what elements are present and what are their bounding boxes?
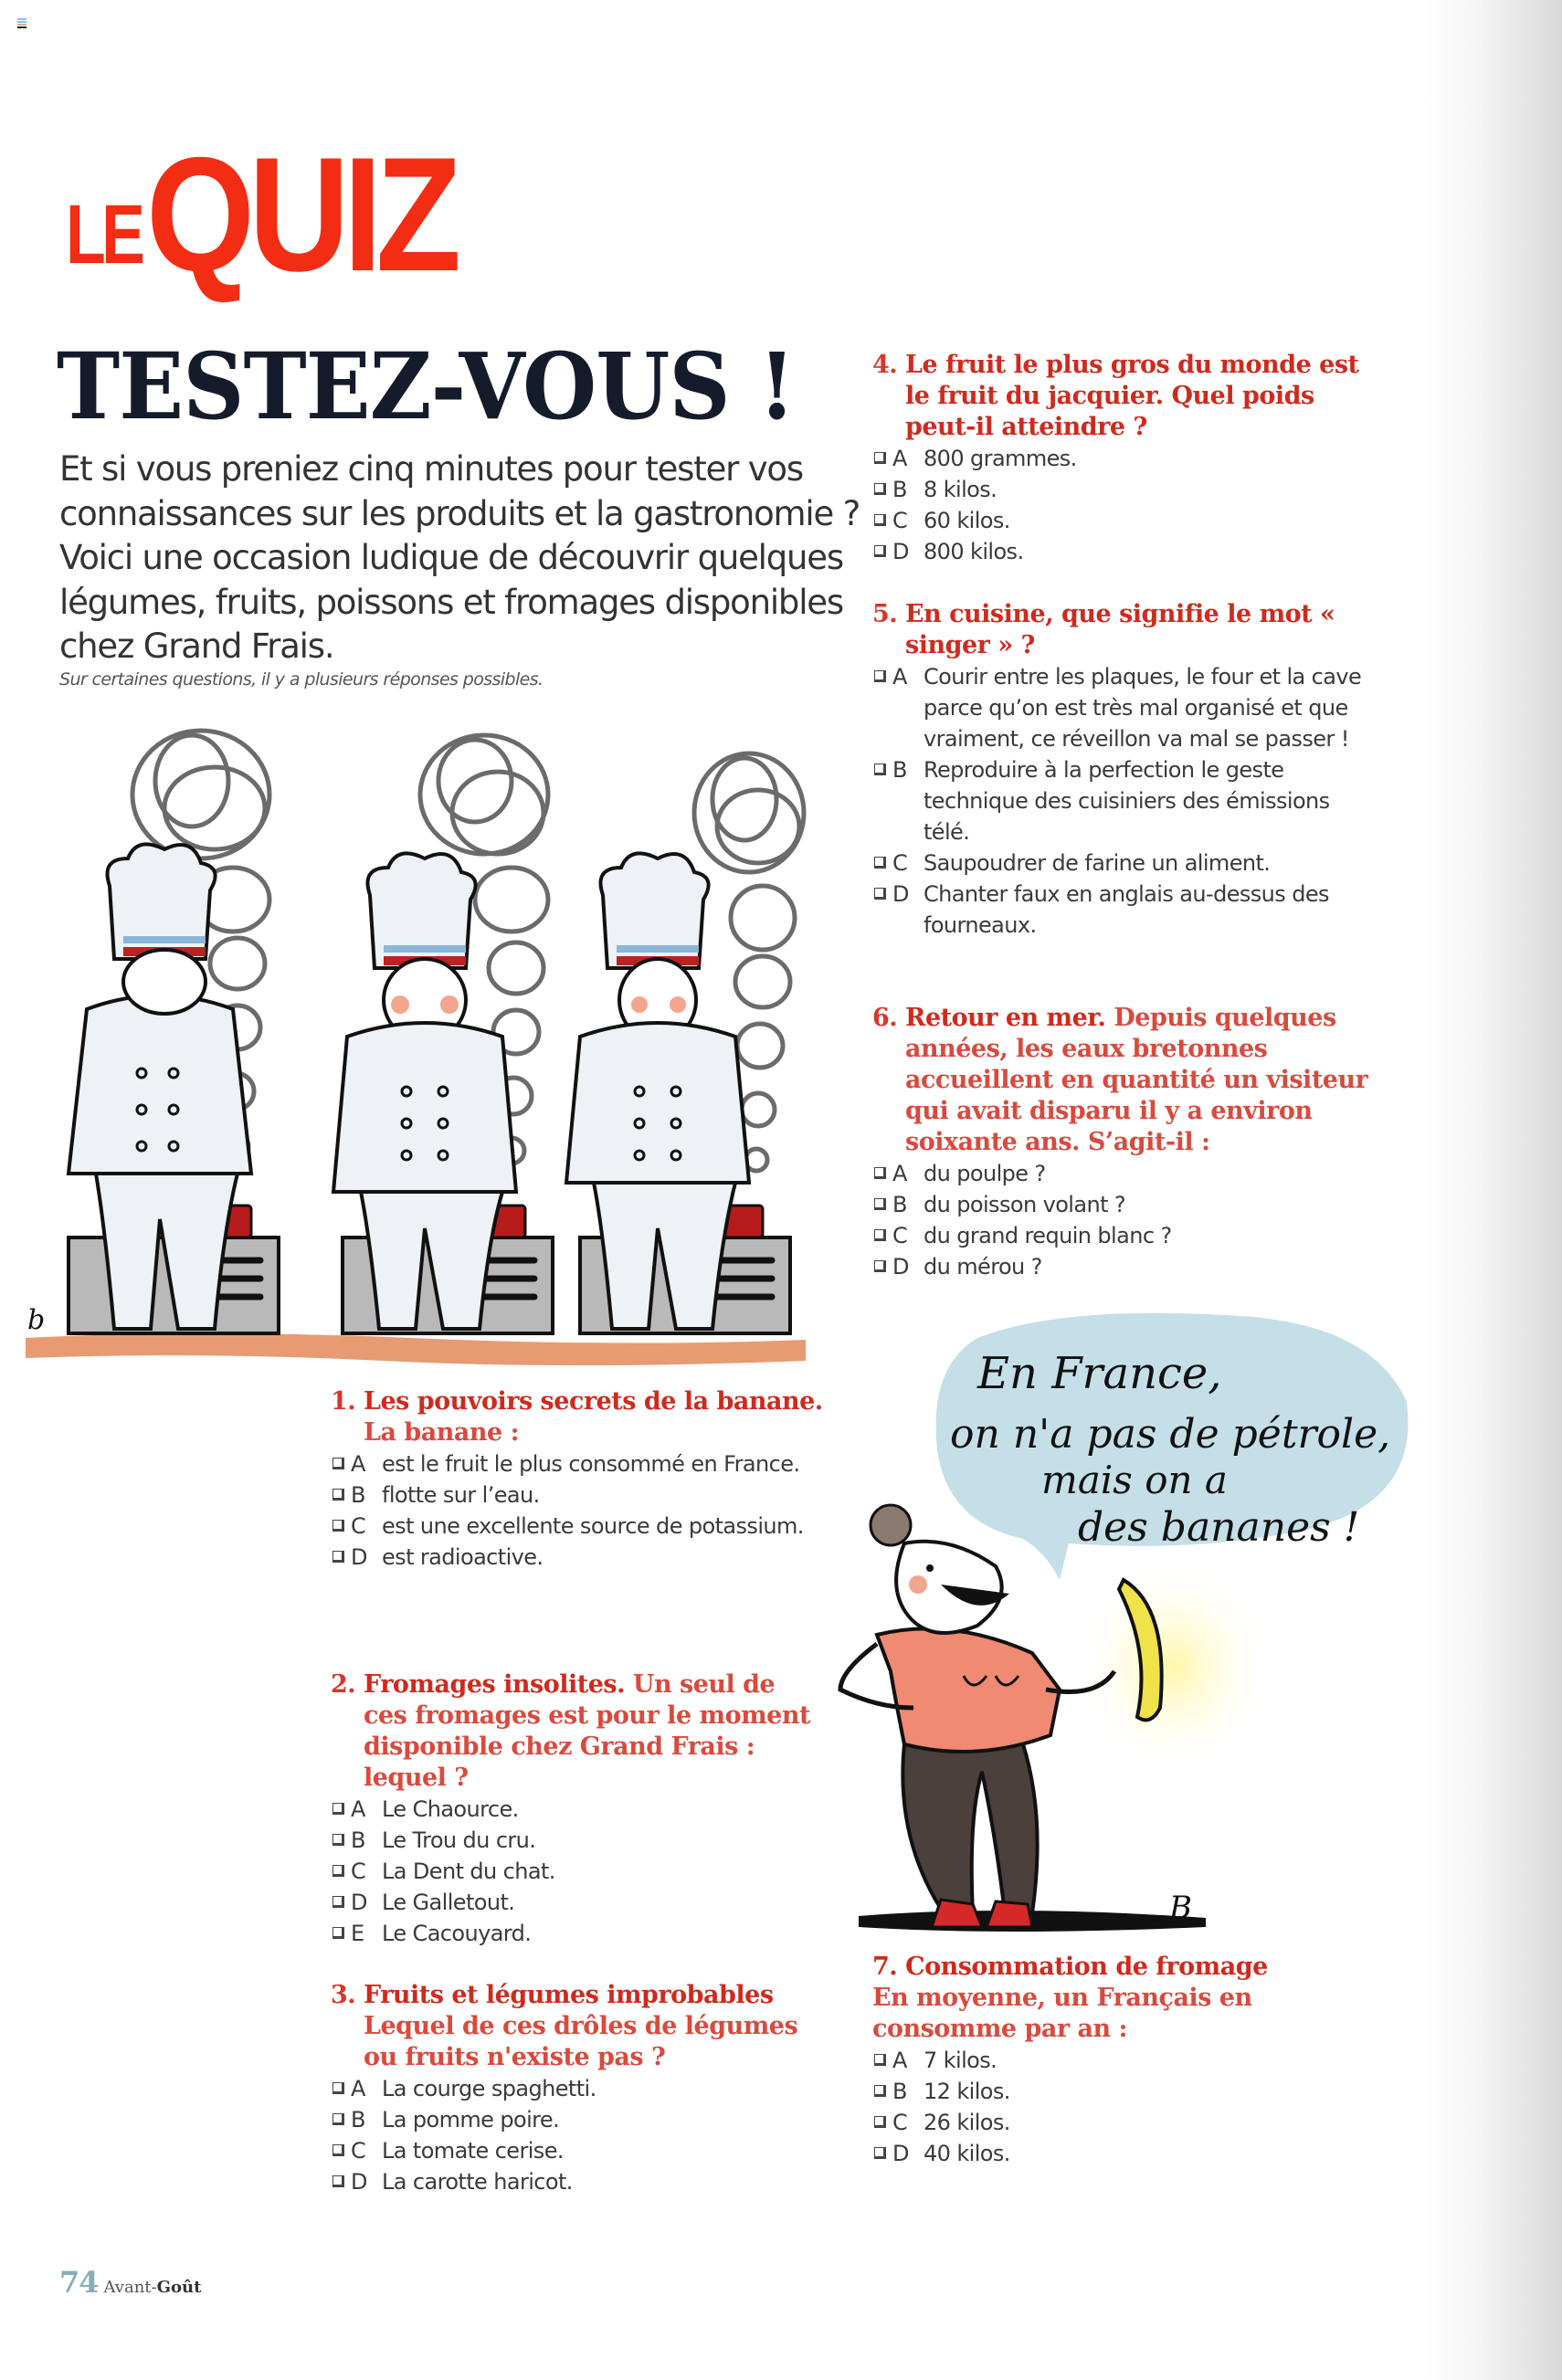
question-title: 6. Retour en mer. Depuis quelques années, les eaux bretonnes accueillent en quantité un visiteur qui avait disparu il y a environ soixante ans. S’agit-il :	[872, 1004, 1368, 1156]
question-6	[872, 1003, 1375, 1282]
answer-option[interactable]: A 800 grammes.	[872, 443, 1384, 474]
answer-option[interactable]: B Le Trou du cru.	[331, 1825, 824, 1856]
checkbox-icon[interactable]	[874, 1198, 886, 1210]
checkbox-icon[interactable]	[332, 1865, 344, 1877]
checkbox-icon[interactable]	[874, 670, 886, 682]
checkbox-icon[interactable]	[874, 763, 886, 775]
checkbox-icon[interactable]	[332, 1489, 344, 1501]
question-title: 1. Les pouvoirs secrets de la banane. La banane :	[331, 1387, 823, 1447]
answer-option[interactable]: B flotte sur l’eau.	[331, 1480, 842, 1511]
woman-banana-illustration	[822, 1470, 1261, 1945]
page-footer	[59, 2265, 201, 2300]
checkbox-icon[interactable]	[874, 888, 886, 900]
checkbox-icon[interactable]	[874, 857, 886, 869]
checkbox-icon[interactable]	[874, 2054, 886, 2066]
checkbox-icon[interactable]	[874, 2147, 886, 2159]
answer-option[interactable]: A Le Chaource.	[331, 1794, 824, 1825]
answer-option[interactable]: B La pomme poire.	[331, 2104, 824, 2135]
question-3	[331, 1980, 824, 2197]
answer-option[interactable]: D est radioactive.	[331, 1542, 842, 1573]
checkbox-icon[interactable]	[874, 1167, 886, 1179]
question-title: 5. En cuisine, que signifie le mot « singer » ?	[872, 600, 1335, 659]
question-2	[331, 1669, 824, 1949]
question-title: 4. Le fruit le plus gros du monde est le fruit du jacquier. Quel poids peut-il atteindre ?	[872, 351, 1359, 441]
kicker-le: LE	[66, 188, 142, 281]
answer-option[interactable]: D 800 kilos.	[872, 536, 1384, 567]
answer-option[interactable]: D La carotte haricot.	[331, 2166, 824, 2197]
artist-signature: B	[1169, 1890, 1192, 1926]
bubble-line-4: des bananes !	[1078, 1504, 1360, 1551]
answer-option[interactable]: C est une excellente source de potassium.	[331, 1511, 842, 1542]
answer-option[interactable]: D du mérou ?	[872, 1251, 1375, 1282]
answer-option[interactable]: C 60 kilos.	[872, 505, 1384, 536]
menu-bars-icon[interactable]	[17, 18, 26, 27]
checkbox-icon[interactable]	[332, 2175, 344, 2187]
checkbox-icon[interactable]	[332, 1458, 344, 1469]
artist-signature: b	[27, 1304, 46, 1336]
page-title: TESTEZ-VOUS !	[57, 332, 795, 440]
checkbox-icon[interactable]	[332, 1834, 344, 1846]
answer-option[interactable]: C Saupoudrer de farine un aliment.	[872, 848, 1366, 879]
answer-option[interactable]: D Chanter faux en anglais au-dessus des fourneaux.	[872, 879, 1366, 941]
answer-option[interactable]: B du poisson volant ?	[872, 1189, 1375, 1220]
kicker-quiz: QUIZ	[145, 123, 455, 305]
checkbox-icon[interactable]	[874, 545, 886, 557]
answer-option[interactable]: C La Dent du chat.	[331, 1856, 824, 1887]
question-5	[872, 599, 1366, 941]
checkbox-icon[interactable]	[874, 2085, 886, 2097]
chefs-illustration	[18, 708, 813, 1370]
checkbox-icon[interactable]	[332, 1927, 344, 1939]
question-4	[872, 350, 1384, 567]
answer-option[interactable]: C 26 kilos.	[872, 2107, 1366, 2138]
question-title: 2. Fromages insolites. Un seul de ces fromages est pour le moment disponible chez Grand Frais : lequel ?	[331, 1670, 810, 1792]
answer-option[interactable]: D Le Galletout.	[331, 1887, 824, 1918]
answer-option[interactable]: A 7 kilos.	[872, 2045, 1366, 2076]
checkbox-icon[interactable]	[332, 1896, 344, 1908]
magazine-name-part1: Avant-	[103, 2278, 157, 2297]
kicker-le-quiz	[66, 123, 505, 305]
page-number: 74	[59, 2265, 99, 2300]
question-7	[872, 1952, 1366, 2169]
checkbox-icon[interactable]	[874, 483, 886, 495]
magazine-name-part2: Goût	[156, 2278, 202, 2297]
bubble-line-2: on n'a pas de pétrole,	[950, 1411, 1391, 1458]
intro-note: Sur certaines questions, il y a plusieurs réponses possibles.	[59, 669, 544, 690]
answer-option[interactable]: D 40 kilos.	[872, 2138, 1366, 2169]
checkbox-icon[interactable]	[874, 1229, 886, 1241]
intro-paragraph: Et si vous preniez cinq minutes pour tester vos connaissances sur les produits et la gastronomie ? Voici une occasion ludique de découvrir quelques légumes, fruits, poissons et fromages disponibles chez Grand Frais.	[59, 449, 860, 666]
bubble-line-3: mais on a	[1041, 1458, 1228, 1502]
checkbox-icon[interactable]	[332, 2144, 344, 2156]
answer-option[interactable]: E Le Cacouyard.	[331, 1918, 824, 1949]
checkbox-icon[interactable]	[332, 1551, 344, 1563]
checkbox-icon[interactable]	[332, 2113, 344, 2125]
checkbox-icon[interactable]	[332, 1520, 344, 1532]
answer-option[interactable]: A est le fruit le plus consommé en France.	[331, 1448, 842, 1480]
answer-option[interactable]: B Reproduire à la perfection le geste technique des cuisiniers des émissions télé.	[872, 754, 1366, 848]
checkbox-icon[interactable]	[874, 514, 886, 526]
answer-option[interactable]: B 12 kilos.	[872, 2076, 1366, 2107]
answer-option[interactable]: B 8 kilos.	[872, 474, 1384, 505]
bubble-line-1: En France,	[977, 1348, 1222, 1399]
answer-option[interactable]: A Courir entre les plaques, le four et la cave parce qu’on est très mal organisé et que vraiment, ce réveillon va mal se passer !	[872, 661, 1366, 754]
question-title: 7. Consommation de fromage En moyenne, un Français en consomme par an :	[872, 1953, 1268, 2043]
answer-option[interactable]: C du grand requin blanc ?	[872, 1220, 1375, 1251]
checkbox-icon[interactable]	[874, 2116, 886, 2128]
question-title: 3. Fruits et légumes improbables Lequel de ces drôles de légumes ou fruits n'existe pas ?	[331, 1981, 798, 2071]
answer-option[interactable]: C La tomate cerise.	[331, 2135, 824, 2166]
answer-option[interactable]: A du poulpe ?	[872, 1158, 1375, 1189]
answer-option[interactable]: A La courge spaghetti.	[331, 2073, 824, 2104]
question-1	[331, 1386, 842, 1573]
ground-stripe	[26, 1333, 806, 1365]
checkbox-icon[interactable]	[332, 1803, 344, 1815]
checkbox-icon[interactable]	[332, 2082, 344, 2094]
checkbox-icon[interactable]	[874, 452, 886, 464]
checkbox-icon[interactable]	[874, 1260, 886, 1272]
